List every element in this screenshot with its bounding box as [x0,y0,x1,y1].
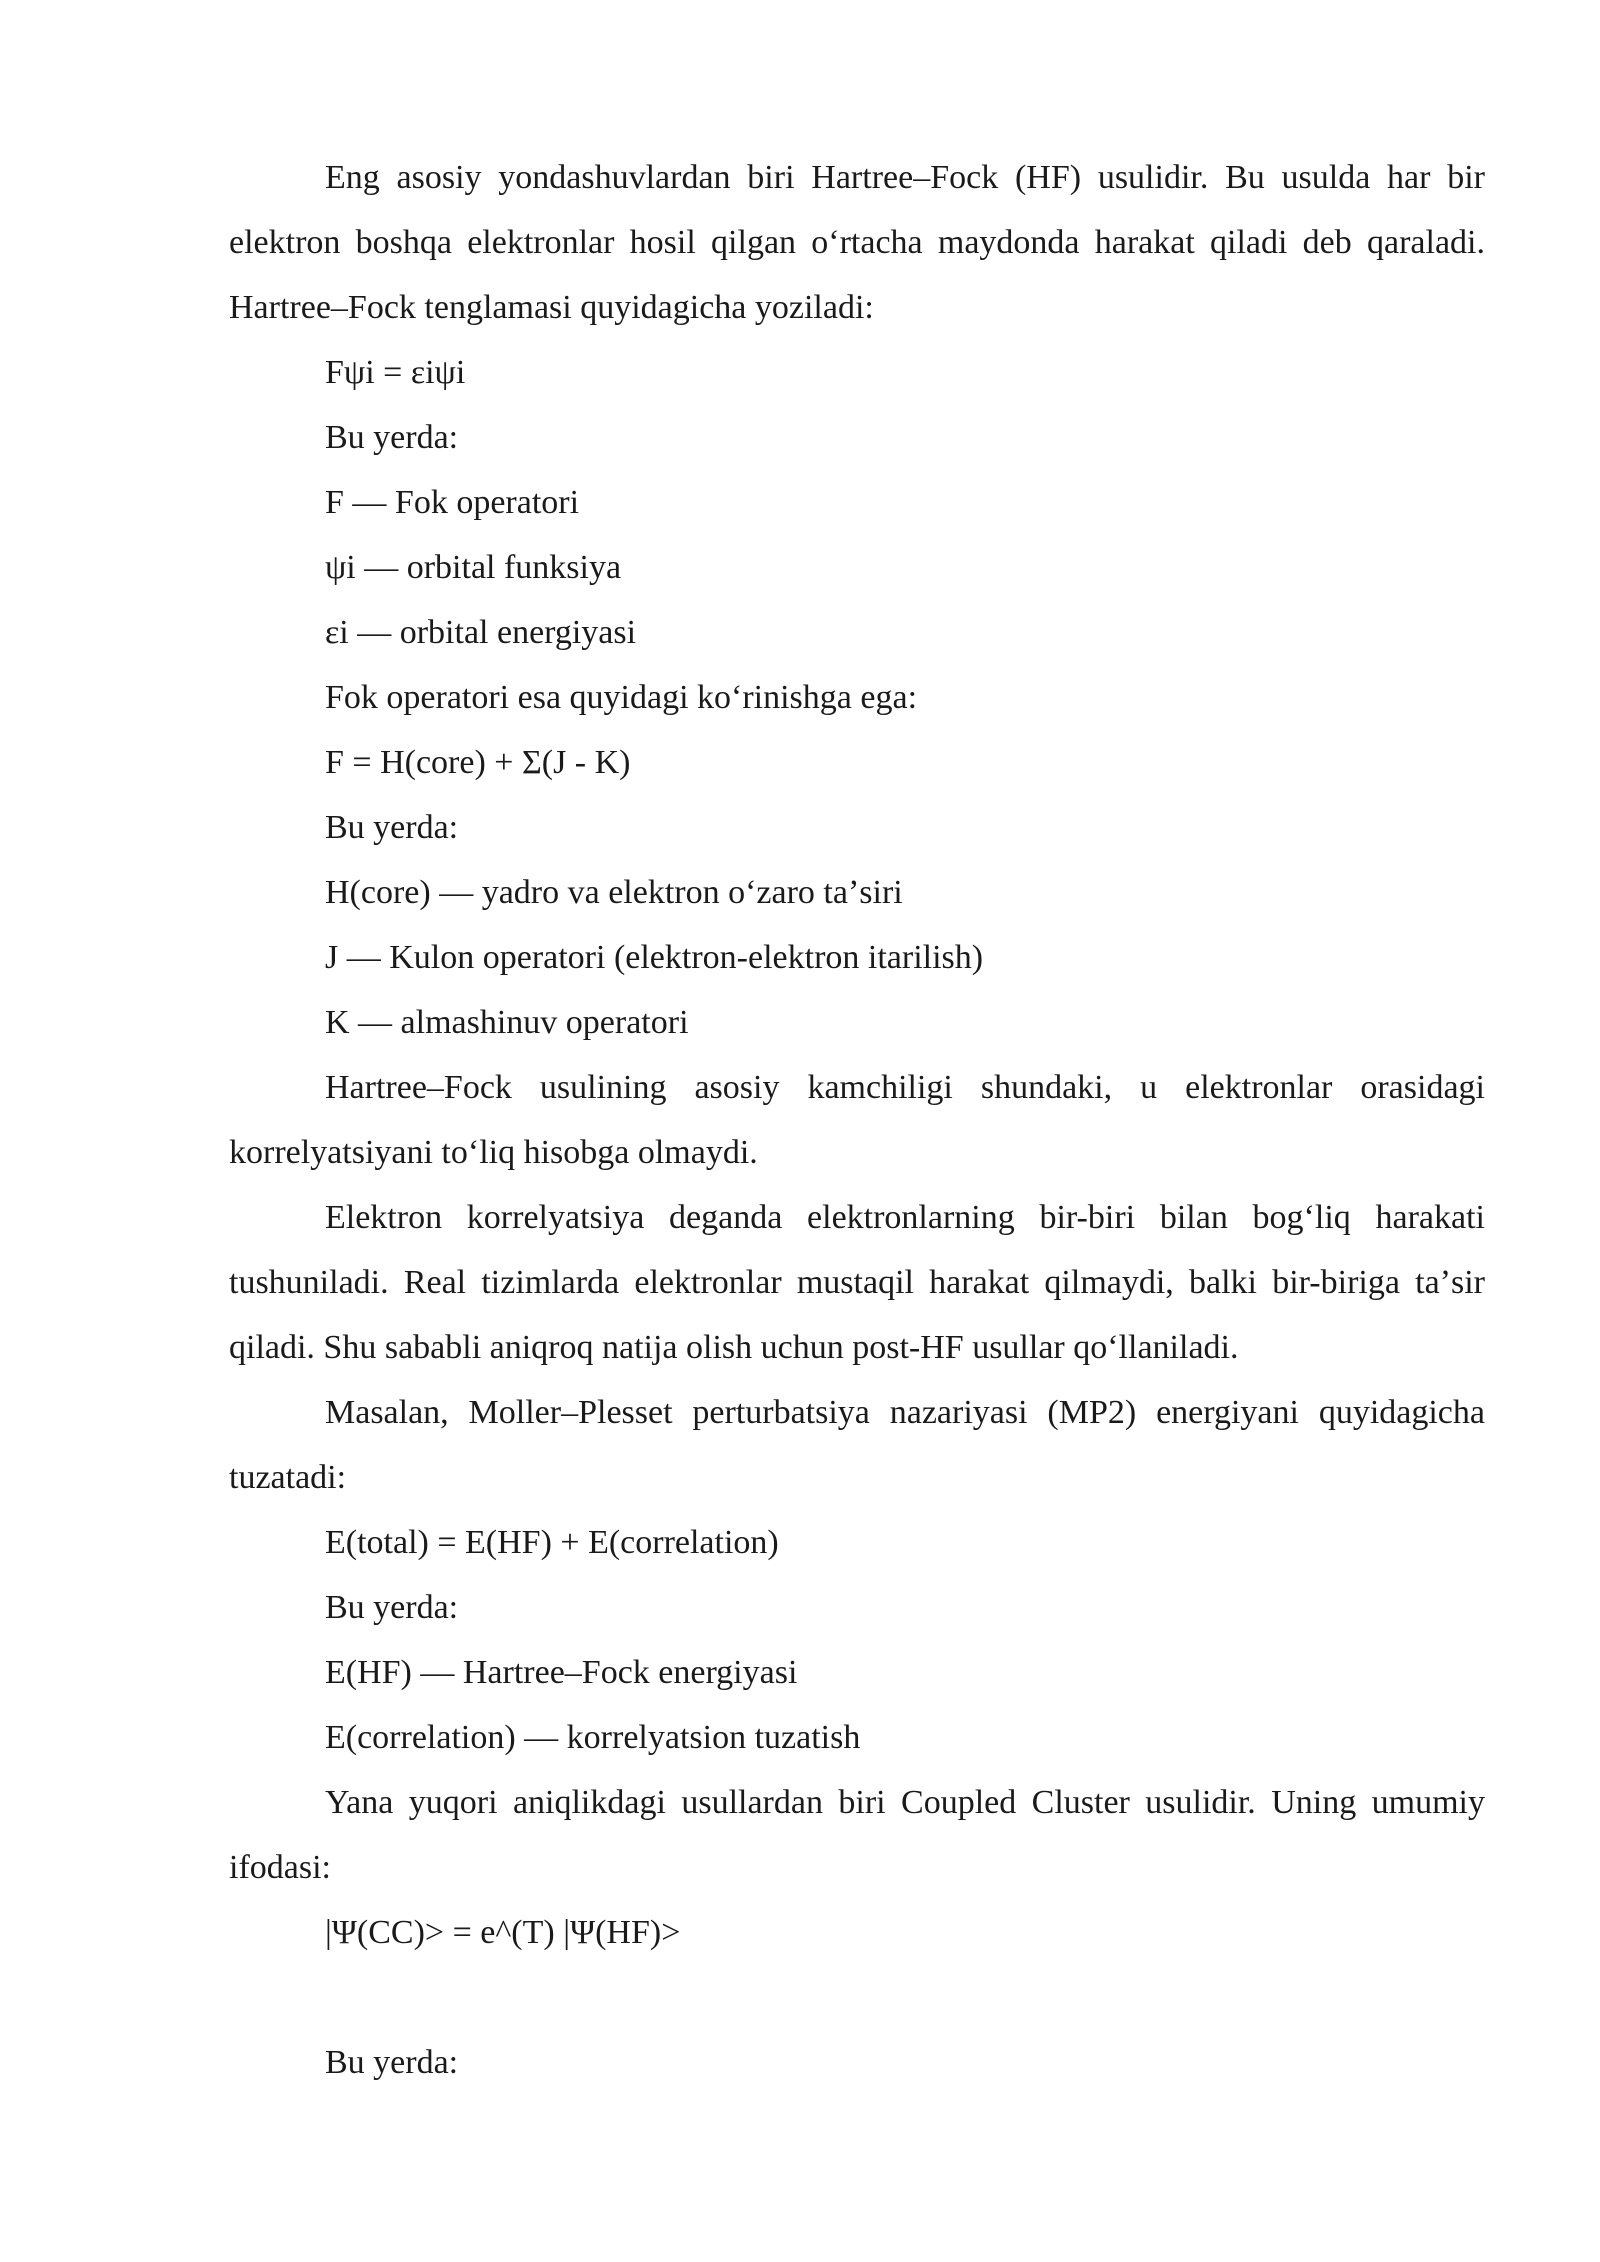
paragraph-correlation: Elektron korrelyatsiya deganda elektronlarning bir-biri bilan bogʻliq harakati tushuniladi. Real tizimlarda elektronlar mustaqil harakat qilmaydi, balki bir-biriga taʼsir qiladi. Shu sababli aniqroq natija olish uchun post-HF usullar qoʻllaniladi. [229,1199,1485,1366]
paragraph-coupled-cluster: Yana yuqori aniqlikdagi usullardan biri Coupled Cluster usulidir. Uning umumiy ifodasi: [229,1784,1485,1886]
definition-ecorrelation: E(correlation) — korrelyatsion tuzatish [325,1719,861,1756]
definition-psi: ψi — orbital funksiya [325,549,622,586]
paragraph-bu-yerda: Bu yerda: [325,809,459,846]
blank-line [229,1965,1485,2030]
definition-hcore: H(core) — yadro va elektron oʻzaro taʼsiri [325,874,903,911]
paragraph-bu-yerda: Bu yerda: [325,1589,459,1626]
equation-fock: Fψi = εiψi [325,354,466,391]
paragraph-bu-yerda: Bu yerda: [325,2044,459,2081]
equation-fock-operator: F = H(core) + Σ(J - K) [325,744,631,781]
definition-ehf: E(HF) — Hartree–Fock energiyasi [325,1654,798,1691]
equation-coupled-cluster: |Ψ(CC)> = e^(T) |Ψ(HF)> [325,1914,681,1951]
equation-total-energy: E(total) = E(HF) + E(correlation) [325,1524,779,1561]
paragraph-hf-shortcoming: Hartree–Fock usulining asosiy kamchiligi shundaki, u elektronlar orasidagi korrelyatsiyani toʻliq hisobga olmaydi. [229,1069,1485,1171]
definition-j: J — Kulon operatori (elektron-elektron itarilish) [325,939,984,976]
document-body [229,145,1485,2095]
definition-k: K — almashinuv operatori [325,1004,689,1041]
paragraph-mp2: Masalan, Moller–Plesset perturbatsiya nazariyasi (MP2) energiyani quyidagicha tuzatadi: [229,1394,1485,1496]
definition-f: F — Fok operatori [325,484,580,521]
paragraph-fock-operator: Fok operatori esa quyidagi koʻrinishga ega: [325,679,918,716]
paragraph-hf-intro: Eng asosiy yondashuvlardan biri Hartree–Fock (HF) usulidir. Bu usulda har bir elektron boshqa elektronlar hosil qilgan oʻrtacha maydonda harakat qiladi deb qaraladi. Hartree–Fock tenglamasi quyidagicha yoziladi: [229,159,1485,326]
paragraph-bu-yerda: Bu yerda: [325,419,459,456]
definition-epsilon: εi — orbital energiyasi [325,614,637,651]
